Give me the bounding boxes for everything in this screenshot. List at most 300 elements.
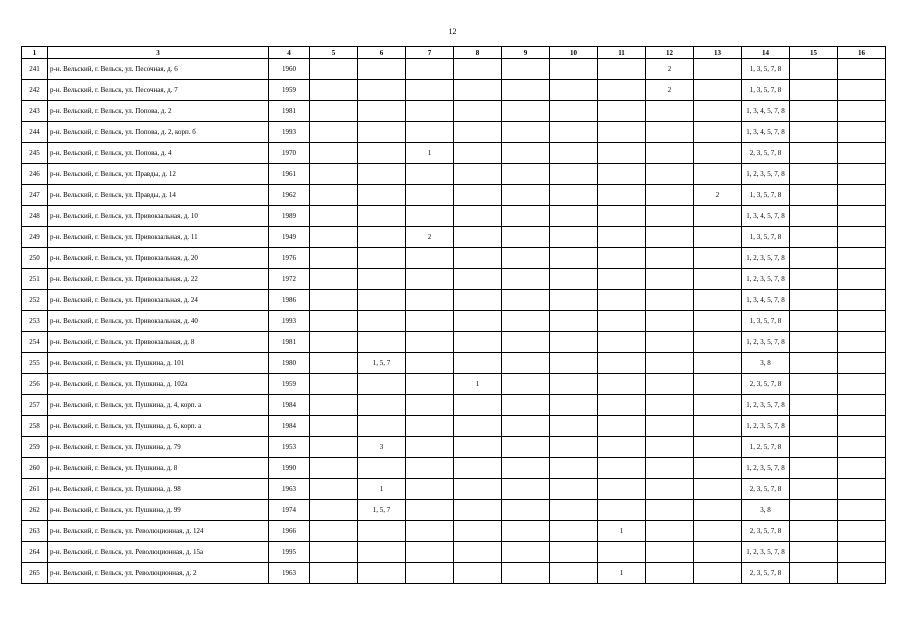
year-cell: 1959	[269, 374, 310, 395]
year-cell: 1993	[269, 311, 310, 332]
table-cell	[358, 122, 406, 143]
table-cell	[646, 521, 694, 542]
table-cell	[838, 332, 886, 353]
table-cell	[502, 479, 550, 500]
table-row	[22, 332, 886, 353]
table-cell	[838, 563, 886, 584]
address-cell: р-н. Вельский, г. Вельск, ул. Пушкина, д. 102а	[48, 374, 269, 395]
table-cell	[406, 437, 454, 458]
year-cell: 1972	[269, 269, 310, 290]
table-cell	[838, 290, 886, 311]
address-cell: р-н. Вельский, г. Вельск, ул. Пушкина, д. 6, корп. а	[48, 416, 269, 437]
table-cell	[598, 206, 646, 227]
table-cell	[454, 479, 502, 500]
table-cell	[502, 374, 550, 395]
table-row	[22, 290, 886, 311]
table-cell	[646, 479, 694, 500]
table-cell	[358, 164, 406, 185]
table-cell	[838, 437, 886, 458]
year-cell: 1981	[269, 332, 310, 353]
table-cell	[358, 332, 406, 353]
table-cell	[694, 143, 742, 164]
table-cell	[598, 143, 646, 164]
table-cell	[502, 206, 550, 227]
address-cell: р-н. Вельский, г. Вельск, ул. Пушкина, д. 4, корп. а	[48, 395, 269, 416]
table-cell: 1	[454, 374, 502, 395]
table-cell	[598, 269, 646, 290]
table-cell	[502, 311, 550, 332]
table-cell	[454, 416, 502, 437]
table-cell	[502, 416, 550, 437]
table-cell	[694, 332, 742, 353]
table-cell	[550, 164, 598, 185]
table-cell	[550, 374, 598, 395]
table-cell	[358, 395, 406, 416]
table-cell	[310, 101, 358, 122]
table-row	[22, 248, 886, 269]
table-cell: 1, 3, 4, 5, 7, 8	[742, 290, 790, 311]
column-header: 16	[838, 47, 886, 59]
table-cell	[502, 500, 550, 521]
row-number-cell: 256	[22, 374, 48, 395]
address-cell: р-н. Вельский, г. Вельск, ул. Попова, д. 4	[48, 143, 269, 164]
table-cell	[838, 416, 886, 437]
table-cell	[838, 227, 886, 248]
column-header: 6	[358, 47, 406, 59]
table-cell	[502, 122, 550, 143]
row-number-cell: 248	[22, 206, 48, 227]
row-number-cell: 253	[22, 311, 48, 332]
table-cell	[310, 248, 358, 269]
table-cell	[406, 248, 454, 269]
table-cell: 3, 8	[742, 353, 790, 374]
table-cell	[358, 521, 406, 542]
table-cell	[550, 122, 598, 143]
table-cell	[406, 353, 454, 374]
table-cell	[310, 206, 358, 227]
table-cell	[694, 164, 742, 185]
table-cell	[598, 122, 646, 143]
table-cell	[550, 290, 598, 311]
table-row	[22, 185, 886, 206]
column-header: 4	[269, 47, 310, 59]
table-cell	[502, 269, 550, 290]
table-cell	[646, 374, 694, 395]
table-cell	[454, 101, 502, 122]
table-cell	[358, 542, 406, 563]
table-cell	[598, 248, 646, 269]
table-cell	[790, 269, 838, 290]
table-cell	[502, 143, 550, 164]
column-header: 8	[454, 47, 502, 59]
table-cell	[646, 248, 694, 269]
table-cell	[358, 185, 406, 206]
table-cell	[694, 437, 742, 458]
table-cell	[310, 269, 358, 290]
table-cell	[790, 332, 838, 353]
table-cell	[838, 458, 886, 479]
table-cell	[598, 437, 646, 458]
row-number-cell: 260	[22, 458, 48, 479]
table-cell	[598, 332, 646, 353]
table-cell	[310, 185, 358, 206]
table-row	[22, 101, 886, 122]
table-cell	[694, 290, 742, 311]
table-cell: 2, 3, 5, 7, 8	[742, 374, 790, 395]
table-cell	[646, 185, 694, 206]
table-cell	[598, 311, 646, 332]
table-cell: 1, 3, 4, 5, 7, 8	[742, 101, 790, 122]
table-cell	[406, 332, 454, 353]
column-header: 9	[502, 47, 550, 59]
table-cell: 1	[406, 143, 454, 164]
table-cell	[790, 311, 838, 332]
table-cell	[790, 542, 838, 563]
table-cell	[406, 206, 454, 227]
table-cell	[502, 437, 550, 458]
table-row	[22, 227, 886, 248]
table-cell: 1, 2, 5, 7, 8	[742, 437, 790, 458]
header-row	[22, 47, 886, 59]
table-cell	[454, 311, 502, 332]
table-cell	[454, 500, 502, 521]
column-header: 13	[694, 47, 742, 59]
table-cell	[502, 164, 550, 185]
table-cell	[550, 479, 598, 500]
table-cell	[694, 542, 742, 563]
table-cell	[694, 479, 742, 500]
table-cell	[310, 290, 358, 311]
table-cell	[598, 353, 646, 374]
table-cell	[406, 479, 454, 500]
row-number-cell: 251	[22, 269, 48, 290]
year-cell: 1962	[269, 185, 310, 206]
table-cell	[550, 416, 598, 437]
table-cell	[646, 332, 694, 353]
table-cell	[790, 185, 838, 206]
table-row	[22, 164, 886, 185]
row-number-cell: 250	[22, 248, 48, 269]
table-cell	[358, 458, 406, 479]
table-cell	[406, 290, 454, 311]
table-cell	[358, 143, 406, 164]
table-cell	[646, 206, 694, 227]
table-cell	[550, 206, 598, 227]
table-cell	[406, 164, 454, 185]
table-cell	[358, 290, 406, 311]
table-cell	[502, 248, 550, 269]
table-cell	[790, 143, 838, 164]
table-cell	[502, 227, 550, 248]
column-header: 14	[742, 47, 790, 59]
table-cell	[694, 269, 742, 290]
table-row	[22, 353, 886, 374]
table-cell	[790, 290, 838, 311]
table-cell	[646, 500, 694, 521]
table-cell	[406, 311, 454, 332]
table-cell	[790, 206, 838, 227]
table-cell	[646, 101, 694, 122]
table-cell	[838, 185, 886, 206]
table-cell: 2, 3, 5, 7, 8	[742, 479, 790, 500]
table-cell: 1, 2, 3, 5, 7, 8	[742, 416, 790, 437]
table-cell	[358, 563, 406, 584]
address-cell: р-н. Вельский, г. Вельск, ул. Правды, д. 14	[48, 185, 269, 206]
table-cell	[502, 395, 550, 416]
table-cell	[550, 332, 598, 353]
table-cell	[454, 290, 502, 311]
table-cell	[358, 227, 406, 248]
table-cell	[310, 332, 358, 353]
table-cell	[838, 122, 886, 143]
table-cell	[310, 59, 358, 80]
table-cell	[694, 206, 742, 227]
table-cell	[550, 269, 598, 290]
table-cell	[838, 59, 886, 80]
table-cell	[454, 227, 502, 248]
table-cell: 2, 3, 5, 7, 8	[742, 143, 790, 164]
year-cell: 1974	[269, 500, 310, 521]
row-number-cell: 257	[22, 395, 48, 416]
row-number-cell: 265	[22, 563, 48, 584]
table-cell: 1, 3, 5, 7, 8	[742, 80, 790, 101]
address-cell: р-н. Вельский, г. Вельск, ул. Пушкина, д. 8	[48, 458, 269, 479]
table-cell	[310, 80, 358, 101]
table-cell	[694, 500, 742, 521]
table-cell	[406, 269, 454, 290]
table-cell	[454, 206, 502, 227]
year-cell: 1990	[269, 458, 310, 479]
table-row	[22, 59, 886, 80]
year-cell: 1970	[269, 143, 310, 164]
table-cell	[502, 563, 550, 584]
table-cell	[646, 563, 694, 584]
table-cell	[406, 458, 454, 479]
row-number-cell: 247	[22, 185, 48, 206]
table-cell	[550, 542, 598, 563]
table-cell	[838, 500, 886, 521]
table-cell	[790, 227, 838, 248]
table-cell: 1, 3, 4, 5, 7, 8	[742, 206, 790, 227]
row-number-cell: 246	[22, 164, 48, 185]
table-cell	[310, 227, 358, 248]
table-cell	[790, 458, 838, 479]
table-row	[22, 374, 886, 395]
year-cell: 1989	[269, 206, 310, 227]
table-cell	[646, 542, 694, 563]
table-cell	[550, 143, 598, 164]
table-cell	[502, 542, 550, 563]
address-cell: р-н. Вельский, г. Вельск, ул. Привокзальная, д. 10	[48, 206, 269, 227]
table-cell	[694, 395, 742, 416]
column-header: 10	[550, 47, 598, 59]
year-cell: 1986	[269, 290, 310, 311]
table-cell	[790, 59, 838, 80]
table-cell	[502, 80, 550, 101]
table-row	[22, 206, 886, 227]
table-cell	[550, 311, 598, 332]
table-cell	[790, 563, 838, 584]
table-cell	[694, 563, 742, 584]
row-number-cell: 258	[22, 416, 48, 437]
table-cell	[838, 479, 886, 500]
table-cell	[310, 437, 358, 458]
table-cell	[694, 458, 742, 479]
table-row	[22, 500, 886, 521]
table-cell	[406, 521, 454, 542]
table-cell	[838, 80, 886, 101]
address-cell: р-н. Вельский, г. Вельск, ул. Привокзальная, д. 24	[48, 290, 269, 311]
year-cell: 1966	[269, 521, 310, 542]
table-cell: 1, 3, 5, 7, 8	[742, 185, 790, 206]
table-cell	[550, 59, 598, 80]
table-row	[22, 563, 886, 584]
table-row	[22, 311, 886, 332]
table-cell: 1, 2, 3, 5, 7, 8	[742, 332, 790, 353]
address-cell: р-н. Вельский, г. Вельск, ул. Попова, д. 2	[48, 101, 269, 122]
table-cell	[550, 500, 598, 521]
table-cell	[454, 458, 502, 479]
table-cell	[406, 122, 454, 143]
table-cell	[550, 227, 598, 248]
address-cell: р-н. Вельский, г. Вельск, ул. Пушкина, д. 79	[48, 437, 269, 458]
table-cell	[310, 542, 358, 563]
row-number-cell: 241	[22, 59, 48, 80]
table-cell: 1, 3, 5, 7, 8	[742, 59, 790, 80]
table-row	[22, 395, 886, 416]
table-cell	[454, 269, 502, 290]
table-cell	[454, 395, 502, 416]
table-cell	[406, 80, 454, 101]
table-cell	[454, 164, 502, 185]
table-cell	[406, 395, 454, 416]
table-cell	[406, 101, 454, 122]
table-cell: 2	[406, 227, 454, 248]
table-cell: 1	[598, 521, 646, 542]
table-cell: 1, 2, 3, 5, 7, 8	[742, 269, 790, 290]
table-cell	[790, 248, 838, 269]
table-cell: 1, 2, 3, 5, 7, 8	[742, 164, 790, 185]
table-cell: 1, 2, 3, 5, 7, 8	[742, 458, 790, 479]
table-cell	[790, 500, 838, 521]
table-cell: 1, 2, 3, 5, 7, 8	[742, 542, 790, 563]
year-cell: 1976	[269, 248, 310, 269]
table-cell	[838, 542, 886, 563]
column-header: 7	[406, 47, 454, 59]
table-cell	[310, 479, 358, 500]
table-cell	[310, 143, 358, 164]
table-cell	[838, 143, 886, 164]
table-cell	[550, 185, 598, 206]
table-cell	[502, 101, 550, 122]
table-cell	[694, 374, 742, 395]
table-cell	[838, 311, 886, 332]
table-cell	[646, 164, 694, 185]
address-cell: р-н. Вельский, г. Вельск, ул. Правды, д. 12	[48, 164, 269, 185]
table-cell	[646, 143, 694, 164]
year-cell: 1960	[269, 59, 310, 80]
table-cell	[502, 353, 550, 374]
table-cell	[502, 185, 550, 206]
table-cell	[454, 563, 502, 584]
table-cell	[358, 269, 406, 290]
table-cell	[646, 458, 694, 479]
table-cell	[454, 185, 502, 206]
year-cell: 1961	[269, 164, 310, 185]
table-cell	[646, 395, 694, 416]
table-cell	[310, 563, 358, 584]
table-cell	[694, 311, 742, 332]
table-cell	[838, 248, 886, 269]
table-cell: 1, 5, 7	[358, 353, 406, 374]
table-cell	[790, 164, 838, 185]
table-cell	[838, 101, 886, 122]
address-cell: р-н. Вельский, г. Вельск, ул. Революционная, д. 2	[48, 563, 269, 584]
table-cell	[454, 248, 502, 269]
column-header: 5	[310, 47, 358, 59]
column-header: 11	[598, 47, 646, 59]
row-number-cell: 243	[22, 101, 48, 122]
table-cell	[598, 59, 646, 80]
year-cell: 1953	[269, 437, 310, 458]
address-cell: р-н. Вельский, г. Вельск, ул. Привокзальная, д. 11	[48, 227, 269, 248]
table-row	[22, 80, 886, 101]
row-number-cell: 244	[22, 122, 48, 143]
table-cell	[790, 416, 838, 437]
table-cell	[694, 59, 742, 80]
table-cell: 1, 5, 7	[358, 500, 406, 521]
table-cell	[406, 416, 454, 437]
table-cell	[598, 164, 646, 185]
row-number-cell: 255	[22, 353, 48, 374]
table-cell	[598, 500, 646, 521]
table-cell	[694, 248, 742, 269]
table-cell	[694, 122, 742, 143]
table-cell	[310, 311, 358, 332]
table-cell	[790, 122, 838, 143]
table-cell	[454, 80, 502, 101]
table-cell: 1, 2, 3, 5, 7, 8	[742, 395, 790, 416]
table-cell	[646, 416, 694, 437]
address-cell: р-н. Вельский, г. Вельск, ул. Песочная, д. 6	[48, 59, 269, 80]
table-cell	[454, 542, 502, 563]
row-number-cell: 245	[22, 143, 48, 164]
table-cell	[502, 290, 550, 311]
address-cell: р-н. Вельский, г. Вельск, ул. Привокзальная, д. 8	[48, 332, 269, 353]
table-cell	[550, 101, 598, 122]
row-number-cell: 263	[22, 521, 48, 542]
table-cell	[598, 542, 646, 563]
table-row	[22, 269, 886, 290]
table-cell: 1	[358, 479, 406, 500]
table-cell: 2, 3, 5, 7, 8	[742, 563, 790, 584]
table-row	[22, 437, 886, 458]
table-cell	[838, 269, 886, 290]
column-header: 1	[22, 47, 48, 59]
table-cell: 2	[646, 80, 694, 101]
table-cell	[550, 395, 598, 416]
table-cell	[838, 395, 886, 416]
table-cell	[838, 521, 886, 542]
year-cell: 1981	[269, 101, 310, 122]
table-cell	[646, 437, 694, 458]
table-cell	[358, 416, 406, 437]
table-cell	[550, 458, 598, 479]
table-cell	[838, 206, 886, 227]
address-cell: р-н. Вельский, г. Вельск, ул. Революционная, д. 15а	[48, 542, 269, 563]
address-cell: р-н. Вельский, г. Вельск, ул. Песочная, д. 7	[48, 80, 269, 101]
table-row	[22, 479, 886, 500]
